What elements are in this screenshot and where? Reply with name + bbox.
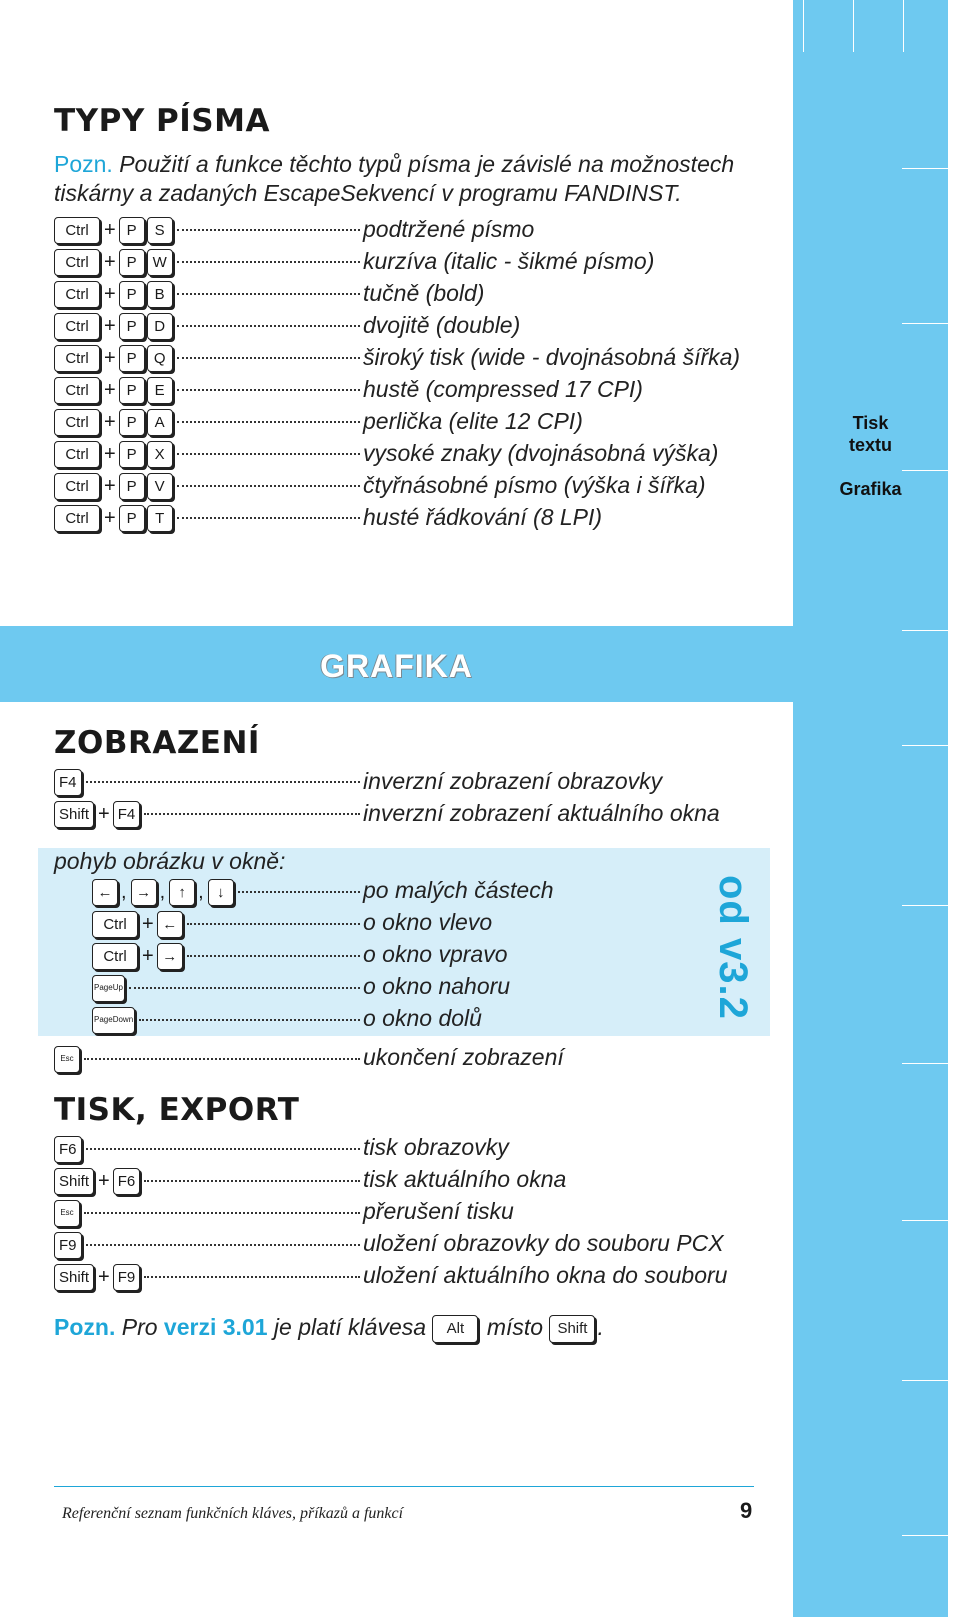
key-shift: Shift bbox=[54, 1168, 94, 1195]
key-esc: Esc bbox=[54, 1200, 80, 1227]
key-letter: V bbox=[147, 473, 173, 500]
leader-dots bbox=[187, 955, 360, 957]
key-ctrl: Ctrl bbox=[92, 911, 138, 938]
plus-sign: + bbox=[98, 802, 110, 825]
key-ctrl: Ctrl bbox=[54, 409, 100, 436]
sidebar-divider bbox=[903, 0, 904, 52]
key-arrow-right: → bbox=[131, 879, 157, 906]
key-letter: S bbox=[147, 217, 173, 244]
key-arrow-up: ↑ bbox=[169, 879, 195, 906]
shortcut-desc: hustě (compressed 17 CPI) bbox=[363, 376, 643, 402]
plus-sign: + bbox=[104, 410, 116, 433]
note-text: místo bbox=[480, 1314, 550, 1340]
key-p: P bbox=[119, 345, 145, 372]
key-ctrl: Ctrl bbox=[92, 943, 138, 970]
section-title-zobrazeni: ZOBRAZENÍ bbox=[54, 725, 260, 761]
shortcut-desc: přerušení tisku bbox=[363, 1198, 514, 1224]
key-f6: F6 bbox=[54, 1136, 82, 1163]
leader-dots bbox=[144, 813, 360, 815]
note-text: . bbox=[597, 1314, 604, 1340]
banner-title: GRAFIKA bbox=[320, 648, 473, 684]
note-version: verzi 3.01 bbox=[163, 1314, 268, 1340]
plus-sign: + bbox=[104, 282, 116, 305]
shortcut-row: Shift + F9 bbox=[54, 1262, 360, 1292]
leader-dots bbox=[177, 293, 360, 295]
leader-dots bbox=[177, 357, 360, 359]
leader-dots bbox=[86, 1148, 360, 1150]
plus-sign: + bbox=[104, 314, 116, 337]
key-p: P bbox=[119, 281, 145, 308]
shortcut-desc: tučně (bold) bbox=[363, 280, 485, 306]
leader-dots bbox=[129, 987, 360, 989]
leader-dots bbox=[84, 1212, 360, 1214]
shortcut-row bbox=[54, 503, 360, 533]
shortcut-row bbox=[54, 1198, 360, 1228]
page-number: 9 bbox=[740, 1498, 753, 1523]
tab-textu[interactable]: textu bbox=[848, 435, 892, 455]
shortcut-desc: o okno dolů bbox=[363, 1005, 482, 1031]
shortcut-row bbox=[54, 311, 360, 341]
key-letter: X bbox=[147, 441, 173, 468]
leader-dots bbox=[139, 1019, 360, 1021]
leader-dots bbox=[144, 1180, 360, 1182]
key-p: P bbox=[119, 377, 145, 404]
typy-note bbox=[54, 150, 774, 208]
plus-sign: + bbox=[104, 474, 116, 497]
shortcut-row: Ctrl + → bbox=[92, 941, 360, 971]
leader-dots bbox=[177, 325, 360, 327]
shortcut-row: ← , → , ↑ , ↓ bbox=[92, 877, 360, 907]
key-letter: B bbox=[147, 281, 173, 308]
key-p: P bbox=[119, 441, 145, 468]
shortcut-row bbox=[54, 343, 360, 373]
shortcut-desc: dvojitě (double) bbox=[363, 312, 521, 338]
key-f4: F4 bbox=[113, 801, 141, 828]
key-f9: F9 bbox=[54, 1232, 82, 1259]
key-ctrl: Ctrl bbox=[54, 473, 100, 500]
shortcut-desc: o okno vpravo bbox=[363, 941, 508, 967]
key-page-up: Page Up bbox=[92, 975, 125, 1002]
shortcut-row bbox=[54, 247, 360, 277]
leader-dots bbox=[86, 1244, 360, 1246]
leader-dots bbox=[86, 781, 360, 783]
shortcut-row bbox=[54, 279, 360, 309]
key-page-down: Page Down bbox=[92, 1007, 135, 1034]
shortcut-row bbox=[54, 407, 360, 437]
note-label: Pozn. bbox=[54, 1314, 116, 1340]
bottom-note bbox=[54, 1313, 604, 1343]
section-title-typy-pisma: TYPY PÍSMA bbox=[54, 103, 270, 139]
key-ctrl: Ctrl bbox=[54, 217, 100, 244]
key-ctrl: Ctrl bbox=[54, 377, 100, 404]
sidebar-divider bbox=[803, 0, 804, 52]
key-ctrl: Ctrl bbox=[54, 441, 100, 468]
key-letter: W bbox=[147, 249, 173, 276]
key-letter: T bbox=[147, 505, 173, 532]
shortcut-row bbox=[54, 1230, 360, 1260]
key-p: P bbox=[119, 505, 145, 532]
shortcut-desc: perlička (elite 12 CPI) bbox=[363, 408, 583, 434]
key-p: P bbox=[119, 473, 145, 500]
leader-dots bbox=[177, 453, 360, 455]
key-alt: Alt bbox=[432, 1315, 478, 1343]
key-ctrl: Ctrl bbox=[54, 249, 100, 276]
key-p: P bbox=[119, 409, 145, 436]
key-arrow-left: ← bbox=[92, 879, 118, 906]
key-f9: F9 bbox=[113, 1264, 141, 1291]
section-title-tisk-export: TISK, EXPORT bbox=[54, 1092, 300, 1128]
key-p: P bbox=[119, 313, 145, 340]
note-label: Pozn. bbox=[54, 151, 113, 177]
shortcut-row bbox=[54, 215, 360, 245]
subheading-pohyb: pohyb obrázku v okně: bbox=[54, 848, 286, 874]
shortcut-desc: široký tisk (wide - dvojnásobná šířka) bbox=[363, 344, 741, 370]
key-arrow-down: ↓ bbox=[208, 879, 234, 906]
key-letter: E bbox=[147, 377, 173, 404]
leader-dots bbox=[177, 517, 360, 519]
shortcut-desc: ukončení zobrazení bbox=[363, 1044, 564, 1070]
shortcut-desc: uložení aktuálního okna do souboru bbox=[363, 1262, 728, 1288]
note-text: Použití a funkce těchto typů písma je závislé na možnostech bbox=[112, 151, 735, 177]
shortcut-desc: o okno nahoru bbox=[363, 973, 511, 999]
leader-dots bbox=[177, 229, 360, 231]
shortcut-row: Shift + F6 bbox=[54, 1166, 360, 1196]
shortcut-desc: podtržené písmo bbox=[363, 216, 535, 242]
shortcut-row bbox=[54, 1044, 360, 1074]
shortcut-desc: uložení obrazovky do souboru PCX bbox=[363, 1230, 724, 1256]
leader-dots bbox=[177, 261, 360, 263]
shortcut-desc: tisk aktuálního okna bbox=[363, 1166, 567, 1192]
shortcut-desc: vysoké znaky (dvojnásobná výška) bbox=[363, 440, 719, 466]
sidebar-divider bbox=[853, 0, 854, 52]
leader-dots bbox=[238, 891, 360, 893]
shortcut-desc: inverzní zobrazení aktuálního okna bbox=[363, 800, 720, 826]
plus-sign: + bbox=[104, 378, 116, 401]
tab-grafika[interactable]: Grafika bbox=[839, 479, 902, 499]
plus-sign: + bbox=[104, 218, 116, 241]
footer-rule bbox=[54, 1486, 754, 1487]
key-arrow-left: ← bbox=[157, 911, 183, 938]
note-text: je platí klávesa bbox=[267, 1314, 433, 1340]
key-shift: Shift bbox=[54, 1264, 94, 1291]
key-f6: F6 bbox=[113, 1168, 141, 1195]
shortcut-desc: po malých částech bbox=[363, 877, 554, 903]
key-shift: Shift bbox=[549, 1315, 595, 1343]
shortcut-row bbox=[54, 471, 360, 501]
shortcut-desc: tisk obrazovky bbox=[363, 1134, 509, 1160]
shortcut-desc: o okno vlevo bbox=[363, 909, 493, 935]
shortcut-row bbox=[92, 1005, 360, 1035]
key-arrow-right: → bbox=[157, 943, 183, 970]
key-letter: Q bbox=[147, 345, 173, 372]
leader-dots bbox=[187, 923, 360, 925]
note-text-2: tiskárny a zadaných EscapeSekvencí v programu FANDINST. bbox=[54, 180, 682, 206]
leader-dots bbox=[177, 421, 360, 423]
plus-sign: + bbox=[104, 346, 116, 369]
shortcut-desc: inverzní zobrazení obrazovky bbox=[363, 768, 663, 794]
sidebar-tabs bbox=[793, 412, 948, 500]
footer-text: Referenční seznam funkčních kláves, příkazů a funkcí bbox=[62, 1505, 404, 1522]
key-ctrl: Ctrl bbox=[54, 281, 100, 308]
shortcut-desc: čtyřnásobné písmo (výška i šířka) bbox=[363, 472, 706, 498]
version-label: od v3.2 bbox=[711, 875, 755, 1020]
shortcut-row bbox=[92, 973, 360, 1003]
plus-sign: + bbox=[104, 250, 116, 273]
note-text: Pro bbox=[115, 1314, 164, 1340]
side-tab-bar bbox=[793, 0, 948, 1617]
shortcut-row bbox=[54, 799, 360, 829]
page-edge bbox=[948, 0, 960, 1617]
shortcut-row: Ctrl + ← bbox=[92, 909, 360, 939]
key-ctrl: Ctrl bbox=[54, 505, 100, 532]
tab-tisk[interactable]: Tisk bbox=[852, 413, 889, 433]
plus-sign: + bbox=[104, 506, 116, 529]
leader-dots bbox=[84, 1058, 360, 1060]
key-letter: D bbox=[147, 313, 173, 340]
shortcut-desc: husté řádkování (8 LPI) bbox=[363, 504, 603, 530]
key-p: P bbox=[119, 217, 145, 244]
shortcut-row bbox=[54, 375, 360, 405]
key-esc: Esc bbox=[54, 1046, 80, 1073]
key-ctrl: Ctrl bbox=[54, 313, 100, 340]
key-p: P bbox=[119, 249, 145, 276]
shortcut-row bbox=[54, 767, 360, 797]
leader-dots bbox=[177, 485, 360, 487]
shortcut-desc: kurzíva (italic - šikmé písmo) bbox=[363, 248, 655, 274]
plus-sign: + bbox=[104, 442, 116, 465]
key-ctrl: Ctrl bbox=[54, 345, 100, 372]
leader-dots bbox=[144, 1276, 360, 1278]
key-letter: A bbox=[147, 409, 173, 436]
shortcut-row bbox=[54, 439, 360, 469]
key-f4: F4 bbox=[54, 769, 82, 796]
shortcut-row bbox=[54, 1134, 360, 1164]
leader-dots bbox=[177, 389, 360, 391]
key-shift: Shift bbox=[54, 801, 94, 828]
